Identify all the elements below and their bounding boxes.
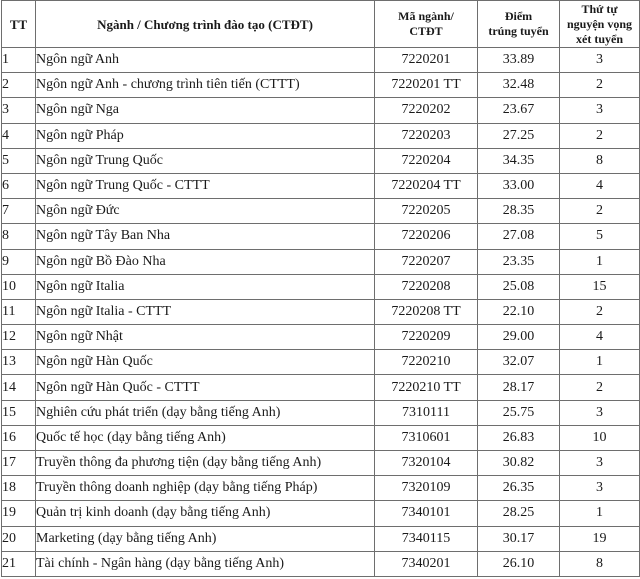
- table-row: [2, 425, 640, 450]
- cell-program-code: 7220201: [375, 48, 478, 73]
- table-row: [2, 123, 640, 148]
- cell-program-code: 7220209: [375, 325, 478, 350]
- cell-program-name: Marketing (dạy bằng tiếng Anh): [36, 526, 375, 551]
- cell-admission-score: 28.35: [478, 199, 560, 224]
- table-body: [2, 48, 640, 577]
- header-tt: TT: [2, 1, 36, 48]
- cell-admission-score: 27.08: [478, 224, 560, 249]
- cell-program-code: 7220201 TT: [375, 73, 478, 98]
- cell-program-code: 7340101: [375, 501, 478, 526]
- cell-program-code: 7220210: [375, 350, 478, 375]
- cell-admission-score: 26.83: [478, 425, 560, 450]
- cell-admission-score: 30.82: [478, 451, 560, 476]
- cell-tt: 13: [2, 350, 36, 375]
- cell-tt: 14: [2, 375, 36, 400]
- cell-admission-score: 23.35: [478, 249, 560, 274]
- cell-program-code: 7220203: [375, 123, 478, 148]
- cell-admission-score: 33.00: [478, 173, 560, 198]
- cell-admission-score: 26.35: [478, 476, 560, 501]
- cell-program-name: Ngôn ngữ Trung Quốc: [36, 148, 375, 173]
- cell-program-code: 7310111: [375, 400, 478, 425]
- cell-preference-rank: 3: [560, 400, 640, 425]
- cell-tt: 3: [2, 98, 36, 123]
- cell-program-code: 7220202: [375, 98, 478, 123]
- cell-admission-score: 28.25: [478, 501, 560, 526]
- cell-program-name: Ngôn ngữ Bồ Đào Nha: [36, 249, 375, 274]
- cell-tt: 16: [2, 425, 36, 450]
- table-row: [2, 48, 640, 73]
- header-code: [375, 1, 478, 48]
- table-row: [2, 476, 640, 501]
- table-row: [2, 224, 640, 249]
- cell-preference-rank: 2: [560, 73, 640, 98]
- cell-admission-score: 32.07: [478, 350, 560, 375]
- cell-program-code: 7320109: [375, 476, 478, 501]
- table-row: [2, 400, 640, 425]
- cell-preference-rank: 5: [560, 224, 640, 249]
- cell-tt: 11: [2, 299, 36, 324]
- cell-program-code: 7220204 TT: [375, 173, 478, 198]
- table-row: [2, 325, 640, 350]
- cell-program-name: Ngôn ngữ Italia: [36, 274, 375, 299]
- table-row: [2, 551, 640, 576]
- cell-program-code: 7340201: [375, 551, 478, 576]
- admissions-score-table: [1, 0, 640, 577]
- cell-program-code: 7220206: [375, 224, 478, 249]
- cell-program-name: Nghiên cứu phát triển (dạy bằng tiếng Anh): [36, 400, 375, 425]
- cell-program-name: Ngôn ngữ Hàn Quốc - CTTT: [36, 375, 375, 400]
- table-header-row: [2, 1, 640, 48]
- cell-admission-score: 22.10: [478, 299, 560, 324]
- header-score: [478, 1, 560, 48]
- cell-tt: 9: [2, 249, 36, 274]
- cell-program-name: Ngôn ngữ Nga: [36, 98, 375, 123]
- cell-preference-rank: 10: [560, 425, 640, 450]
- cell-program-code: 7220208: [375, 274, 478, 299]
- cell-tt: 6: [2, 173, 36, 198]
- cell-admission-score: 34.35: [478, 148, 560, 173]
- cell-program-name: Ngôn ngữ Trung Quốc - CTTT: [36, 173, 375, 198]
- cell-preference-rank: 3: [560, 451, 640, 476]
- cell-tt: 10: [2, 274, 36, 299]
- table-row: [2, 375, 640, 400]
- header-score-line2: trúng tuyển: [488, 24, 549, 38]
- table-row: [2, 249, 640, 274]
- cell-program-name: Ngôn ngữ Pháp: [36, 123, 375, 148]
- cell-tt: 8: [2, 224, 36, 249]
- cell-admission-score: 29.00: [478, 325, 560, 350]
- cell-preference-rank: 1: [560, 501, 640, 526]
- cell-preference-rank: 1: [560, 249, 640, 274]
- cell-program-code: 7220205: [375, 199, 478, 224]
- header-program: Ngành / Chương trình đào tạo (CTĐT): [36, 1, 375, 48]
- cell-tt: 15: [2, 400, 36, 425]
- cell-preference-rank: 1: [560, 350, 640, 375]
- table-row: [2, 501, 640, 526]
- cell-tt: 4: [2, 123, 36, 148]
- cell-preference-rank: 19: [560, 526, 640, 551]
- cell-program-code: 7220204: [375, 148, 478, 173]
- cell-tt: 20: [2, 526, 36, 551]
- header-rank-line2: nguyện vọng: [566, 16, 633, 31]
- cell-tt: 2: [2, 73, 36, 98]
- table-row: [2, 350, 640, 375]
- table-row: [2, 73, 640, 98]
- cell-preference-rank: 8: [560, 551, 640, 576]
- cell-program-name: Ngôn ngữ Nhật: [36, 325, 375, 350]
- cell-admission-score: 25.75: [478, 400, 560, 425]
- cell-program-code: 7340115: [375, 526, 478, 551]
- header-code-line2: CTĐT: [409, 24, 443, 38]
- table-row: [2, 148, 640, 173]
- cell-tt: 12: [2, 325, 36, 350]
- cell-preference-rank: 15: [560, 274, 640, 299]
- cell-program-name: Truyền thông doanh nghiệp (dạy bằng tiếng Pháp): [36, 476, 375, 501]
- table-row: [2, 199, 640, 224]
- header-rank-line1: Thứ tự: [581, 1, 618, 16]
- cell-program-name: Tài chính - Ngân hàng (dạy bằng tiếng Anh): [36, 551, 375, 576]
- cell-preference-rank: 4: [560, 325, 640, 350]
- cell-program-code: 7220210 TT: [375, 375, 478, 400]
- cell-tt: 19: [2, 501, 36, 526]
- cell-preference-rank: 2: [560, 299, 640, 324]
- cell-preference-rank: 2: [560, 199, 640, 224]
- cell-tt: 1: [2, 48, 36, 73]
- cell-program-code: 7220208 TT: [375, 299, 478, 324]
- cell-preference-rank: 4: [560, 173, 640, 198]
- table-row: [2, 526, 640, 551]
- header-score-line1: Điểm: [504, 9, 533, 23]
- cell-tt: 5: [2, 148, 36, 173]
- cell-program-name: Quản trị kinh doanh (dạy bằng tiếng Anh): [36, 501, 375, 526]
- cell-admission-score: 30.17: [478, 526, 560, 551]
- cell-preference-rank: 3: [560, 48, 640, 73]
- cell-program-name: Ngôn ngữ Anh: [36, 48, 375, 73]
- cell-program-name: Quốc tế học (dạy bằng tiếng Anh): [36, 425, 375, 450]
- cell-tt: 18: [2, 476, 36, 501]
- cell-program-name: Ngôn ngữ Đức: [36, 199, 375, 224]
- cell-tt: 17: [2, 451, 36, 476]
- cell-admission-score: 32.48: [478, 73, 560, 98]
- cell-tt: 21: [2, 551, 36, 576]
- cell-program-name: Ngôn ngữ Hàn Quốc: [36, 350, 375, 375]
- cell-admission-score: 33.89: [478, 48, 560, 73]
- cell-preference-rank: 2: [560, 123, 640, 148]
- cell-preference-rank: 2: [560, 375, 640, 400]
- cell-program-code: 7320104: [375, 451, 478, 476]
- cell-tt: 7: [2, 199, 36, 224]
- cell-preference-rank: 8: [560, 148, 640, 173]
- cell-admission-score: 26.10: [478, 551, 560, 576]
- cell-admission-score: 28.17: [478, 375, 560, 400]
- table-row: [2, 173, 640, 198]
- cell-preference-rank: 3: [560, 476, 640, 501]
- header-rank-line3: xét tuyển: [576, 31, 623, 46]
- cell-program-name: Ngôn ngữ Anh - chương trình tiên tiến (CTTT): [36, 73, 375, 98]
- cell-admission-score: 23.67: [478, 98, 560, 123]
- cell-preference-rank: 3: [560, 98, 640, 123]
- table-row: [2, 98, 640, 123]
- header-rank: [560, 1, 640, 48]
- cell-program-name: Ngôn ngữ Italia - CTTT: [36, 299, 375, 324]
- cell-program-name: Truyền thông đa phương tiện (dạy bằng tiếng Anh): [36, 451, 375, 476]
- cell-program-code: 7310601: [375, 425, 478, 450]
- cell-program-name: Ngôn ngữ Tây Ban Nha: [36, 224, 375, 249]
- header-code-line1: Mã ngành/: [398, 9, 454, 23]
- table-row: [2, 274, 640, 299]
- table-row: [2, 299, 640, 324]
- cell-admission-score: 27.25: [478, 123, 560, 148]
- cell-program-code: 7220207: [375, 249, 478, 274]
- cell-admission-score: 25.08: [478, 274, 560, 299]
- table-row: [2, 451, 640, 476]
